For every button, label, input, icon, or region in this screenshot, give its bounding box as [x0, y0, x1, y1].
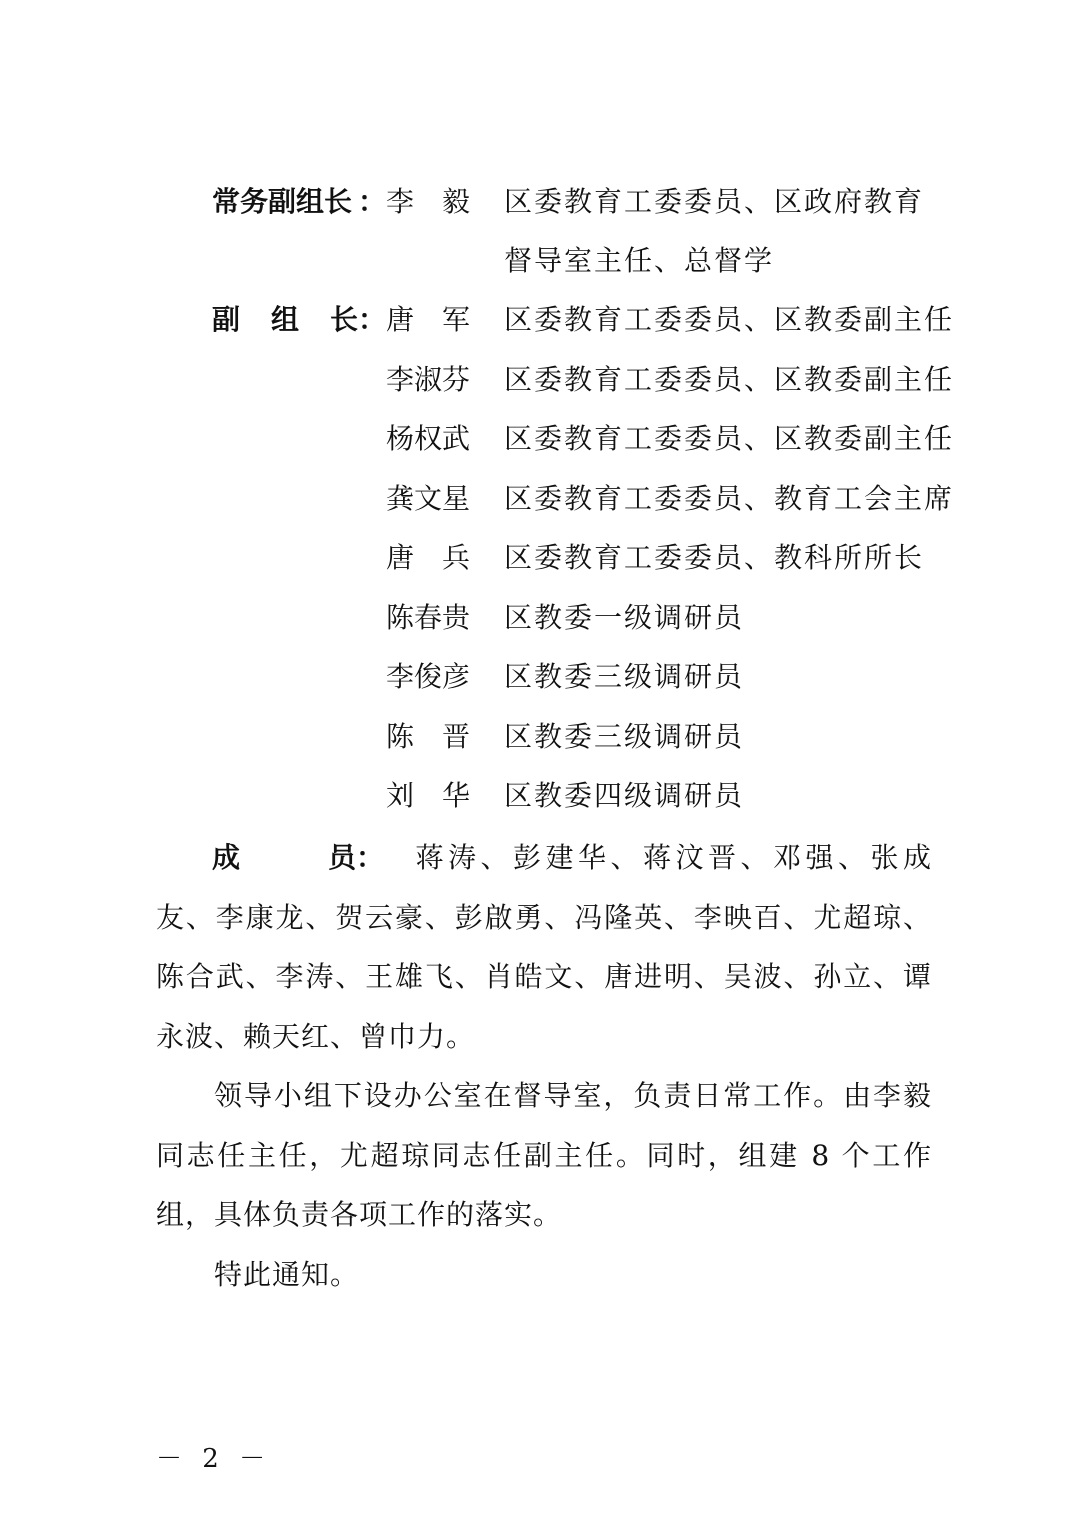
label-colon: ：	[358, 303, 387, 336]
person-name: 李淑芬	[386, 363, 471, 396]
person-title: 区教委一级调研员	[504, 601, 745, 634]
person-title: 区委教育工委委员、教育工会主席	[504, 482, 955, 515]
members-list: 蒋涛、彭建华、蒋汶晋、邓强、张成友、李康龙、贺云豪、彭啟勇、冯隆英、李映百、尤超琼、陈合武、李涛、王雄飞、肖皓文、唐进明、吴波、孙立、谭永波、赖天红、曾巾力。	[156, 841, 932, 1053]
person-name: 杨权武	[386, 422, 471, 455]
person-name: 陈 晋	[386, 720, 470, 753]
person-title: 区委教育工委委员、区政府教育	[504, 185, 925, 218]
executive-deputy-leader-row	[0, 182, 1074, 222]
person-title: 区委教育工委委员、教科所所长	[504, 541, 925, 574]
deputy-row	[0, 360, 1074, 400]
person-name: 唐 兵	[386, 541, 470, 574]
deputy-leader-label: 副 组 长	[212, 303, 358, 336]
deputy-row	[0, 717, 1074, 757]
person-title: 区委教育工委委员、区教委副主任	[504, 363, 955, 396]
deputy-row	[0, 538, 1074, 578]
members-label: 成 员：	[212, 841, 384, 874]
deputy-row	[0, 479, 1074, 519]
person-name: 唐 军	[386, 303, 470, 336]
executive-deputy-leader-title-continued	[0, 241, 1074, 281]
person-title-continued: 督导室主任、总督学	[504, 244, 775, 277]
executive-deputy-leader-label: 常务副组长	[212, 185, 353, 218]
person-title: 区委教育工委委员、区教委副主任	[504, 303, 955, 336]
deputy-leader-row	[0, 300, 1074, 340]
office-paragraph: 领导小组下设办公室在督导室，负责日常工作。由李毅同志任主任，尤超琼同志任副主任。同时，组建 8 个工作组，具体负责各项工作的落实。	[156, 1079, 932, 1231]
label-colon: ：	[358, 185, 387, 218]
members-paragraph	[156, 828, 932, 1066]
person-title: 区教委三级调研员	[504, 660, 745, 693]
closing-text: 特此通知。	[214, 1258, 360, 1291]
deputy-row	[0, 776, 1074, 816]
person-title: 区教委四级调研员	[504, 779, 745, 812]
person-name: 李俊彦	[386, 660, 471, 693]
deputy-row	[0, 419, 1074, 459]
person-name: 龚文星	[386, 482, 471, 515]
person-title: 区委教育工委委员、区教委副主任	[504, 422, 955, 455]
person-name: 刘 华	[386, 779, 470, 812]
deputy-row	[0, 598, 1074, 638]
person-name: 李 毅	[386, 185, 470, 218]
deputy-row	[0, 657, 1074, 697]
page-number: － 2 －	[156, 1444, 272, 1474]
person-name: 陈春贵	[386, 601, 471, 634]
person-title: 区教委三级调研员	[504, 720, 745, 753]
